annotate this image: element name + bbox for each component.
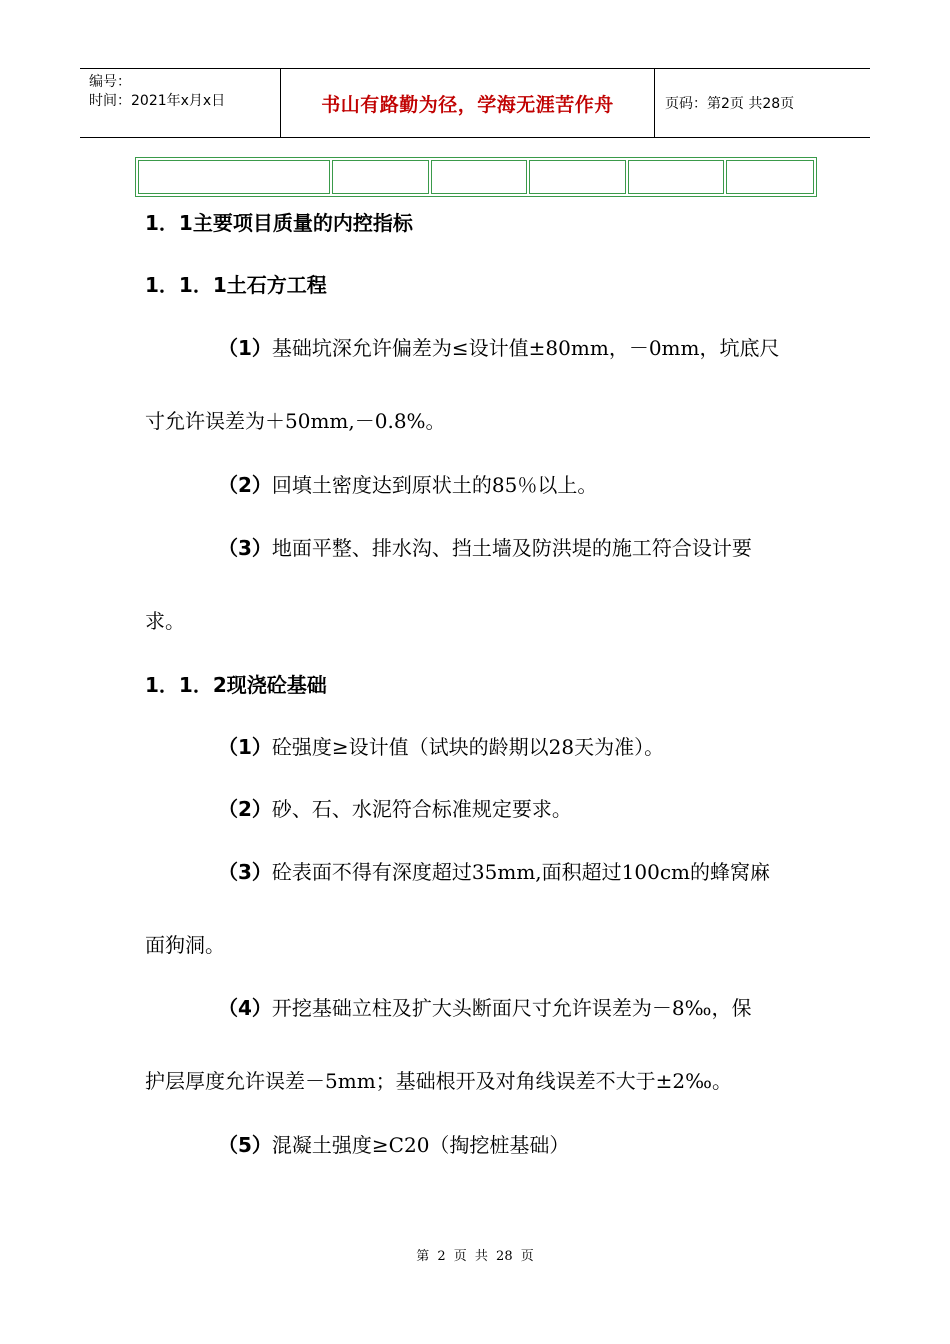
paragraph-line: 护层厚度允许误差－5mm；基础根开及对角线误差不大于±2‰。: [145, 1069, 732, 1093]
paragraph-line: [218, 472, 597, 498]
paragraph-line: [218, 995, 751, 1021]
paragraph-line: [218, 1132, 569, 1158]
empty-table: [135, 157, 817, 197]
paragraph-line: 面狗洞。: [145, 933, 225, 957]
page-footer: 第 2 页 共 28 页: [416, 1249, 534, 1264]
item-number: （1）: [218, 336, 272, 360]
table-row: [138, 160, 814, 194]
item-text: 基础坑深允许偏差为≤设计值±80mm，－0mm，坑底尺: [271, 336, 780, 360]
item-number: （5）: [218, 1133, 272, 1157]
item-number: （3）: [218, 536, 272, 560]
paragraph-line: [218, 859, 770, 885]
table-cell: [431, 160, 527, 194]
paragraph-line: [218, 335, 779, 361]
item-text: 混凝土强度≥C20（掏挖桩基础）: [271, 1133, 570, 1157]
subsection-heading: 1．1．1土石方工程: [145, 273, 327, 297]
item-text: 砼强度≥设计值（试块的龄期以28天为准）。: [271, 735, 665, 759]
header-page-info: 页码：第2页 共28页: [665, 96, 795, 112]
item-number: （4）: [218, 996, 272, 1020]
item-text: 砼表面不得有深度超过35mm,面积超过100cm的蜂窝麻: [271, 860, 770, 884]
subsection-heading: 1．1．2现浇砼基础: [145, 673, 327, 697]
paragraph-line: 求。: [145, 609, 185, 633]
page-header: [80, 68, 870, 138]
number-label: 编号：: [89, 74, 131, 90]
item-text: 开挖基础立柱及扩大头断面尺寸允许误差为－8‰，保: [271, 996, 752, 1020]
item-number: （2）: [218, 797, 272, 821]
table-cell: [726, 160, 814, 194]
item-text: 地面平整、排水沟、挡土墙及防洪堤的施工符合设计要: [271, 536, 752, 560]
paragraph-line: [218, 734, 664, 760]
header-motto: 书山有路勤为径，学海无涯苦作舟: [281, 69, 655, 137]
table-cell: [628, 160, 724, 194]
paragraph-line: 寸允许误差为＋50mm,－0.8%。: [145, 409, 446, 433]
item-text: 砂、石、水泥符合标准规定要求。: [271, 797, 572, 821]
paragraph-line: [218, 796, 572, 822]
table-cell: [529, 160, 626, 194]
item-text: 回填土密度达到原状土的85％以上。: [271, 473, 598, 497]
table-cell: [138, 160, 330, 194]
time-label: 时间：2021年x月x日: [89, 93, 226, 109]
paragraph-line: [218, 535, 752, 561]
item-number: （2）: [218, 473, 272, 497]
table-cell: [332, 160, 429, 194]
section-heading: 1．1主要项目质量的内控指标: [145, 211, 413, 235]
item-number: （1）: [218, 735, 272, 759]
header-meta: [80, 69, 281, 137]
item-number: （3）: [218, 860, 272, 884]
